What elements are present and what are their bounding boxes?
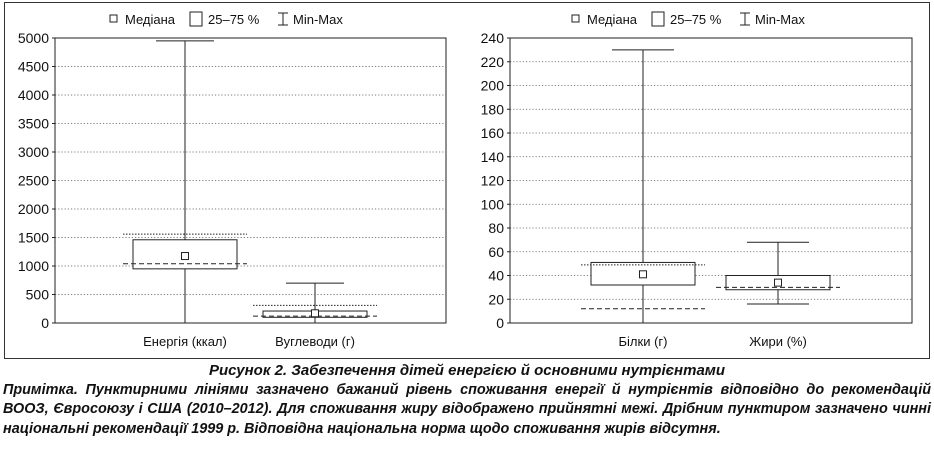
- y-tick-label: 100: [480, 196, 504, 213]
- legend-minmax-label: Min-Max: [293, 12, 343, 27]
- figure-note: Примітка. Пунктирними лініями зазначено бажаний рівень споживання енергії й нутрієнтів відповідно до рекомендацій ВООЗ, Євросоюзу і США (2010–2012). Для споживання жиру відображено прийнятні межі. Дрібним пунктиром зазначено чинні національні рекомендації 1999 р. Відповідна національна норма щодо споживання жирів відсутня.: [3, 382, 931, 437]
- y-tick-label: 60: [488, 243, 504, 260]
- legend-median-symbol: [572, 15, 579, 22]
- plot-area: [510, 38, 912, 323]
- y-tick-label: 4000: [17, 87, 49, 103]
- legend-box-symbol: [190, 12, 202, 26]
- y-tick-label: 0: [496, 315, 504, 331]
- y-tick-label: 120: [480, 172, 504, 189]
- median-marker: [640, 271, 647, 278]
- x-category-label: Вуглеводи (г): [275, 334, 355, 349]
- chart-2: [481, 12, 912, 349]
- y-tick-label: 1500: [17, 229, 49, 246]
- legend-median-symbol: [110, 15, 117, 22]
- median-marker: [182, 253, 189, 260]
- legend: [572, 12, 805, 27]
- box-2: [253, 283, 377, 323]
- y-tick-label: 40: [488, 267, 504, 284]
- x-category-label: Білки (г): [618, 334, 668, 349]
- legend-box-label: 25–75 %: [670, 12, 722, 27]
- y-tick-label: 160: [480, 125, 504, 141]
- x-category-label: Енергія (ккал): [143, 334, 227, 349]
- legend-median-label: Медіана: [125, 12, 176, 27]
- y-tick-label: 4500: [17, 58, 49, 75]
- y-tick-label: 3000: [17, 144, 49, 160]
- chart-1: [18, 12, 446, 349]
- legend-box-symbol: [652, 12, 664, 26]
- legend-minmax-label: Min-Max: [755, 12, 805, 27]
- y-tick-label: 220: [480, 53, 504, 70]
- y-tick-label: 140: [480, 148, 504, 165]
- y-tick-label: 240: [480, 30, 504, 46]
- y-tick-label: 180: [480, 101, 504, 118]
- y-tick-label: 1000: [17, 258, 49, 274]
- y-tick-label: 0: [41, 315, 49, 331]
- y-tick-label: 500: [25, 286, 49, 303]
- figure-caption: Рисунок 2. Забезпечення дітей енергією й основними нутрієнтами: [208, 362, 726, 379]
- legend-box-label: 25–75 %: [208, 12, 260, 27]
- median-marker: [312, 310, 319, 317]
- legend-median-label: Медіана: [587, 12, 638, 27]
- y-tick-label: 20: [488, 291, 504, 308]
- x-category-label: Жири (%): [749, 334, 807, 349]
- median-marker: [775, 279, 782, 286]
- box-1: [581, 50, 705, 323]
- y-tick-label: 2500: [17, 172, 49, 189]
- box-1: [123, 41, 247, 323]
- legend: [110, 12, 343, 27]
- y-tick-label: 80: [488, 220, 504, 236]
- y-tick-label: 2000: [17, 201, 49, 217]
- y-tick-label: 5000: [17, 30, 49, 46]
- y-tick-label: 3500: [17, 115, 49, 132]
- y-tick-label: 200: [480, 77, 504, 94]
